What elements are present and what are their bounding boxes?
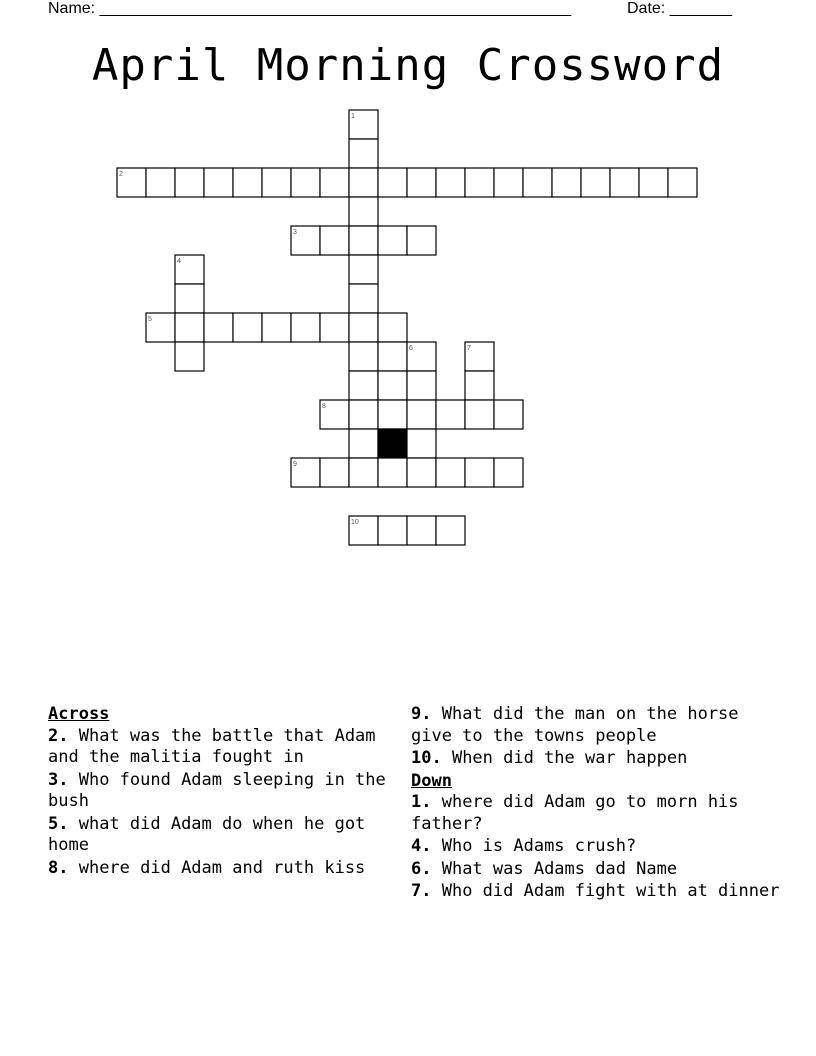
clue-number: 7 xyxy=(467,345,471,352)
crossword-cell[interactable] xyxy=(349,255,378,284)
crossword-cell[interactable] xyxy=(465,371,494,400)
clue-number: 2 xyxy=(119,171,123,178)
crossword-cell[interactable] xyxy=(378,458,407,487)
clue-item-number: 3. xyxy=(48,769,69,790)
clue-item xyxy=(411,836,781,858)
clue-number: 6 xyxy=(409,345,413,352)
crossword-cell[interactable] xyxy=(639,168,668,197)
clue-item xyxy=(411,704,781,747)
date-blank: _______ xyxy=(669,0,732,17)
clue-item-number: 5. xyxy=(48,813,69,834)
clue-item-number: 8. xyxy=(48,857,69,878)
crossword-cell[interactable] xyxy=(349,516,378,545)
crossword-cell[interactable] xyxy=(349,168,378,197)
name-blank: _____________________________________________________ xyxy=(99,0,572,17)
crossword-cell[interactable] xyxy=(349,458,378,487)
clue-item xyxy=(411,881,781,903)
clue-item-text: What did the man on the horse give to the towns people xyxy=(411,704,739,746)
clue-number: 9 xyxy=(293,461,297,468)
crossword-cell[interactable] xyxy=(378,516,407,545)
crossword-cell[interactable] xyxy=(436,168,465,197)
date-label: Date: xyxy=(627,0,666,17)
crossword-cell[interactable] xyxy=(349,197,378,226)
crossword-cell[interactable] xyxy=(581,168,610,197)
crossword-cell[interactable] xyxy=(465,342,494,371)
crossword-cell[interactable] xyxy=(291,168,320,197)
clue-item-number: 2. xyxy=(48,725,69,746)
crossword-cell[interactable] xyxy=(349,139,378,168)
crossword-cell[interactable] xyxy=(407,371,436,400)
clue-item-text: Who is Adams crush? xyxy=(431,836,637,856)
crossword-cell[interactable] xyxy=(291,226,320,255)
clue-item xyxy=(48,858,398,880)
crossword-cell[interactable] xyxy=(610,168,639,197)
crossword-cell[interactable] xyxy=(378,400,407,429)
clue-number: 8 xyxy=(322,403,326,410)
crossword-cell[interactable] xyxy=(146,313,175,342)
crossword-cell[interactable] xyxy=(291,458,320,487)
clue-item-number: 7. xyxy=(411,881,432,901)
crossword-cell[interactable] xyxy=(349,371,378,400)
crossword-cell[interactable] xyxy=(407,516,436,545)
crossword-cell[interactable] xyxy=(436,400,465,429)
crossword-cell[interactable] xyxy=(349,313,378,342)
crossword-cell[interactable] xyxy=(407,342,436,371)
crossword-cell[interactable] xyxy=(378,371,407,400)
clue-item-text: What was the battle that Adam and the malitia fought in xyxy=(48,725,376,767)
crossword-block xyxy=(378,429,407,458)
crossword-cell[interactable] xyxy=(349,284,378,313)
crossword-cell[interactable] xyxy=(668,168,697,197)
clue-item xyxy=(48,726,398,769)
crossword-cell[interactable] xyxy=(349,342,378,371)
crossword-cell[interactable] xyxy=(175,313,204,342)
across-clue-list xyxy=(48,726,398,880)
down-heading: Down xyxy=(411,770,452,791)
crossword-cell[interactable] xyxy=(262,168,291,197)
crossword-cell[interactable] xyxy=(378,168,407,197)
crossword-cell[interactable] xyxy=(465,458,494,487)
crossword-cell[interactable] xyxy=(349,400,378,429)
crossword-cell[interactable] xyxy=(407,429,436,458)
crossword-cell[interactable] xyxy=(349,429,378,458)
crossword-cell[interactable] xyxy=(523,168,552,197)
clue-item-text: When did the war happen xyxy=(441,748,688,768)
clue-number: 4 xyxy=(177,258,181,265)
clue-item xyxy=(411,748,781,770)
crossword-cell[interactable] xyxy=(465,168,494,197)
name-label: Name: xyxy=(48,0,96,17)
crossword-cell[interactable] xyxy=(552,168,581,197)
clue-item xyxy=(411,859,781,881)
clue-item-number: 6. xyxy=(411,858,432,879)
clues-left-column xyxy=(48,704,398,880)
crossword-cell[interactable] xyxy=(204,168,233,197)
crossword-cell[interactable] xyxy=(378,226,407,255)
clue-number: 1 xyxy=(351,113,355,120)
crossword-cell[interactable] xyxy=(407,168,436,197)
crossword-cell[interactable] xyxy=(262,313,291,342)
crossword-cell[interactable] xyxy=(175,168,204,197)
crossword-cell[interactable] xyxy=(233,168,262,197)
crossword-cell[interactable] xyxy=(407,458,436,487)
clue-item-number: 4. xyxy=(411,836,432,856)
clue-number: 10 xyxy=(351,519,359,526)
crossword-cell[interactable] xyxy=(175,342,204,371)
crossword-cell[interactable] xyxy=(117,168,146,197)
crossword-cell[interactable] xyxy=(204,313,233,342)
clue-item-number: 1. xyxy=(411,792,432,812)
crossword-cell[interactable] xyxy=(320,168,349,197)
clue-item-text: Who found Adam sleeping in the bush xyxy=(48,769,386,811)
page-title: April Morning Crossword xyxy=(91,40,725,91)
clue-item-number: 9. xyxy=(411,704,432,724)
crossword-cell[interactable] xyxy=(320,313,349,342)
across-clue-list-continued xyxy=(411,704,781,770)
crossword-cell[interactable] xyxy=(436,516,465,545)
clue-item-text: what did Adam do when he got home xyxy=(48,813,366,855)
crossword-cell[interactable] xyxy=(436,458,465,487)
clue-number: 5 xyxy=(148,316,152,323)
clue-item-text: where did Adam and ruth kiss xyxy=(68,857,366,878)
across-heading: Across xyxy=(48,704,110,724)
clue-item-number: 10. xyxy=(411,748,442,768)
crossword-cell[interactable] xyxy=(320,400,349,429)
clue-item xyxy=(48,814,398,857)
crossword-cell[interactable] xyxy=(349,110,378,139)
crossword-cell[interactable] xyxy=(407,400,436,429)
crossword-cell[interactable] xyxy=(494,400,523,429)
crossword-cell[interactable] xyxy=(146,168,175,197)
crossword-cell[interactable] xyxy=(494,458,523,487)
crossword-cell[interactable] xyxy=(378,313,407,342)
crossword-cell[interactable] xyxy=(465,400,494,429)
clue-number: 3 xyxy=(293,229,297,236)
crossword-cell[interactable] xyxy=(494,168,523,197)
crossword-cell[interactable] xyxy=(291,313,320,342)
crossword-cell[interactable] xyxy=(378,342,407,371)
crossword-cell[interactable] xyxy=(320,226,349,255)
clue-item xyxy=(48,770,398,813)
down-clue-list xyxy=(411,792,781,903)
crossword-cell[interactable] xyxy=(175,284,204,313)
clues-right-column xyxy=(411,704,781,904)
crossword-cell[interactable] xyxy=(407,226,436,255)
clue-item-text: What was Adams dad Name xyxy=(431,858,678,879)
crossword-cell[interactable] xyxy=(320,458,349,487)
clue-item-text: where did Adam go to morn his father? xyxy=(411,792,739,834)
crossword-cell[interactable] xyxy=(233,313,262,342)
clue-item-text: Who did Adam fight with at dinner xyxy=(431,881,780,901)
crossword-cell[interactable] xyxy=(349,226,378,255)
clue-item xyxy=(411,792,781,835)
crossword-cell[interactable] xyxy=(175,255,204,284)
